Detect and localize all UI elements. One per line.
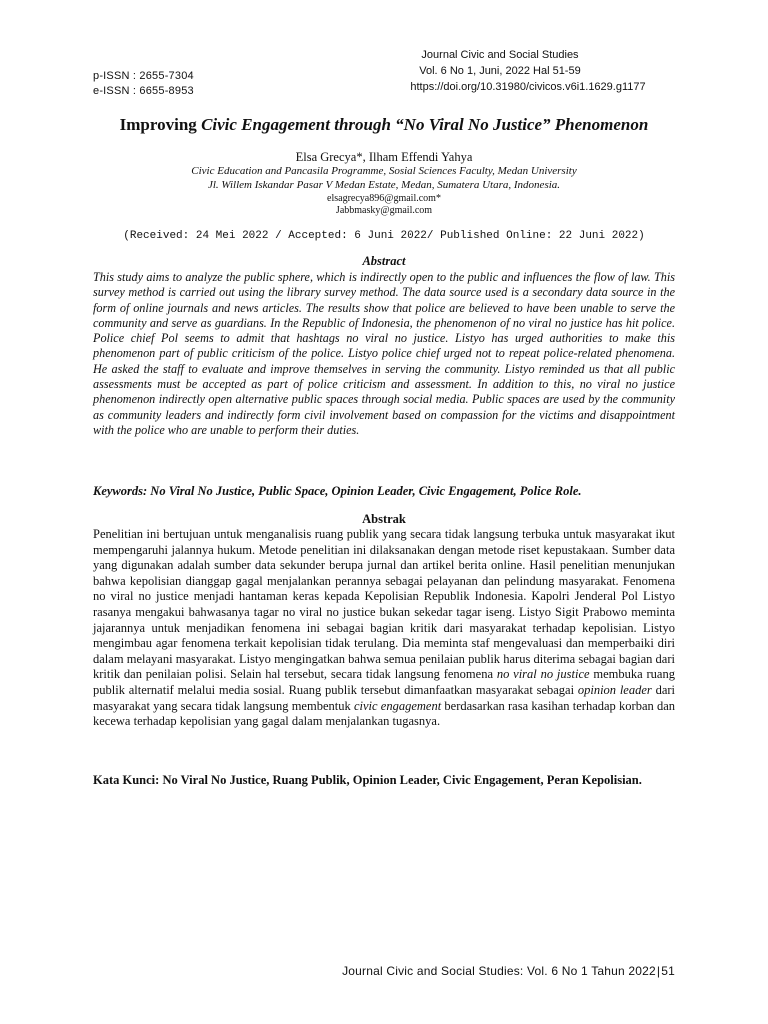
authors: Elsa Grecya*, Ilham Effendi Yahya	[295, 150, 473, 164]
page-number: 51	[661, 964, 675, 978]
abstract-heading: Abstract	[362, 254, 406, 268]
abstrak-text	[93, 527, 675, 730]
footer-separator: |	[656, 964, 661, 978]
title-part-1: Improving	[119, 115, 202, 134]
abstrak-italic-2: opinion leader	[577, 682, 652, 697]
page-footer	[342, 964, 675, 978]
email-2[interactable]: Jabbmasky@gmail.com	[335, 205, 433, 216]
issn-block	[93, 69, 194, 99]
abstrak-text-1: Penelitian ini bertujuan untuk menganalisis ruang publik yang secara tidak langsung terbuka untuk masyarakat ikut mempengaruhi jalannya hukum. Metode penelitian ini dilaksanakan dengan metode riset kepustakaan. Sumber data yang digunakan adalah sumber data sekunder berupa jurnal dan artikel berita online. Hasil penelitian menunjukan bahwa kepolisian dianggap gagal menjalankan perannya sebagai pelayanan dan pelindung masyarakat. Fenomena no viral no justice menjadi hantaman keras kepada Kepolisian Republik Indonesia. Kapolri Jenderal Pol Listyo rasanya mengakui bahwasanya tagar no viral no justice bukan sekedar tagar iseng. Listyo Sigit Prabowo meminta jajarannya untuk menjadikan fenomena ini sebagai bagian kritik dari masyarakat terhadap kepolisian. Listyo mengimbau agar fenomena terkait kepolisian tidak terulang. Dia meminta staf mengevaluasi dan memperbaiki diri dalam melayani masyarakat. Listyo mengingatkan bahwa semua penilaian publik harus diterima sebagai bagian dari kritik dan penilaian polisi. Selain hal tersebut, secara tidak langsung fenomena	[93, 527, 675, 682]
affiliation-line-1: Civic Education and Pancasila Programme, Sosial Sciences Faculty, Medan University	[191, 165, 577, 177]
abstrak-heading: Abstrak	[362, 512, 406, 526]
keywords-label: Keywords	[93, 484, 143, 498]
abstrak-italic-3: civic engagement	[353, 698, 442, 713]
kata-kunci: Kata Kunci: No Viral No Justice, Ruang Publik, Opinion Leader, Civic Engagement, Peran Kepolisian.	[93, 773, 642, 787]
abstrak-text-3: dari masyarakat yang secara tidak langsung membentuk	[93, 682, 675, 713]
abstrak-text-4: berdasarkan rasa kasihan terhadap korban dan kecewa terhadap kepolisian yang gagal dalam menjalankan tugasnya.	[93, 698, 676, 729]
email-1[interactable]: elsagrecya896@gmail.com*	[327, 193, 441, 204]
abstrak-text-2: membuka ruang publik alternatif melalui media sosial. Ruang publik tersebut dimanfaatkan masyarakat sebagai	[93, 667, 675, 697]
footer-journal: Journal Civic and Social Studies: Vol. 6 No 1 Tahun 2022	[342, 964, 656, 978]
volume-line: Vol. 6 No 1, Juni, 2022 Hal 51-59	[419, 65, 581, 77]
keywords-list: : No Viral No Justice, Public Space, Opinion Leader, Civic Engagement, Police Role.	[143, 484, 582, 498]
paper-title	[0, 115, 768, 135]
abstract-text: This study aims to analyze the public sphere, which is indirectly open to the public and influences the flow of law. This survey method is carried out using the library survey method. The data source used is a secondary data source in the form of online journals and news articles. The results show that police are believed to have been unable to serve the community and serve as guardians. In the Republic of Indonesia, the phenomenon of no viral no justice has hit police. Police chief Pol seems to admit that hashtags no viral no justice. Listyo has urged authorities to make this phenomenon part of public criticism of the police. Listyo police chief urged not to repeat police-related phenomena. He asked the staff to evaluate and improve themselves in serving the community. Listyo reminded us that all public assessments must be accepted as part of police criticism and assessment. In addition to this, no viral no justice phenomenon indirectly open alternative public spaces through social media. Public spaces are used by the community as community leaders and indirectly form civil involvement based on compassion for the victims and disappointment with the police who are unable to perform their duties.	[93, 270, 675, 437]
journal-name: Journal Civic and Social Studies	[421, 49, 579, 61]
p-issn: p-ISSN : 2655-7304	[93, 70, 194, 82]
journal-header	[350, 47, 650, 95]
title-part-2: Civic Engagement through “No Viral No Justice” Phenomenon	[201, 115, 649, 134]
keywords	[93, 484, 675, 499]
doi-link[interactable]: https://doi.org/10.31980/civicos.v6i1.1629.g1177	[410, 81, 646, 93]
e-issn: e-ISSN : 6655-8953	[93, 85, 194, 97]
affiliation-line-2: Jl. Willem Iskandar Pasar V Medan Estate, Medan, Sumatera Utara, Indonesia.	[207, 178, 561, 191]
received-dates: (Received: 24 Mei 2022 / Accepted: 6 Juni 2022/ Published Online: 22 Juni 2022)	[123, 230, 645, 242]
abstrak-italic-1: no viral no justice	[496, 667, 590, 682]
author-emails	[0, 193, 768, 217]
affiliation	[0, 165, 768, 192]
